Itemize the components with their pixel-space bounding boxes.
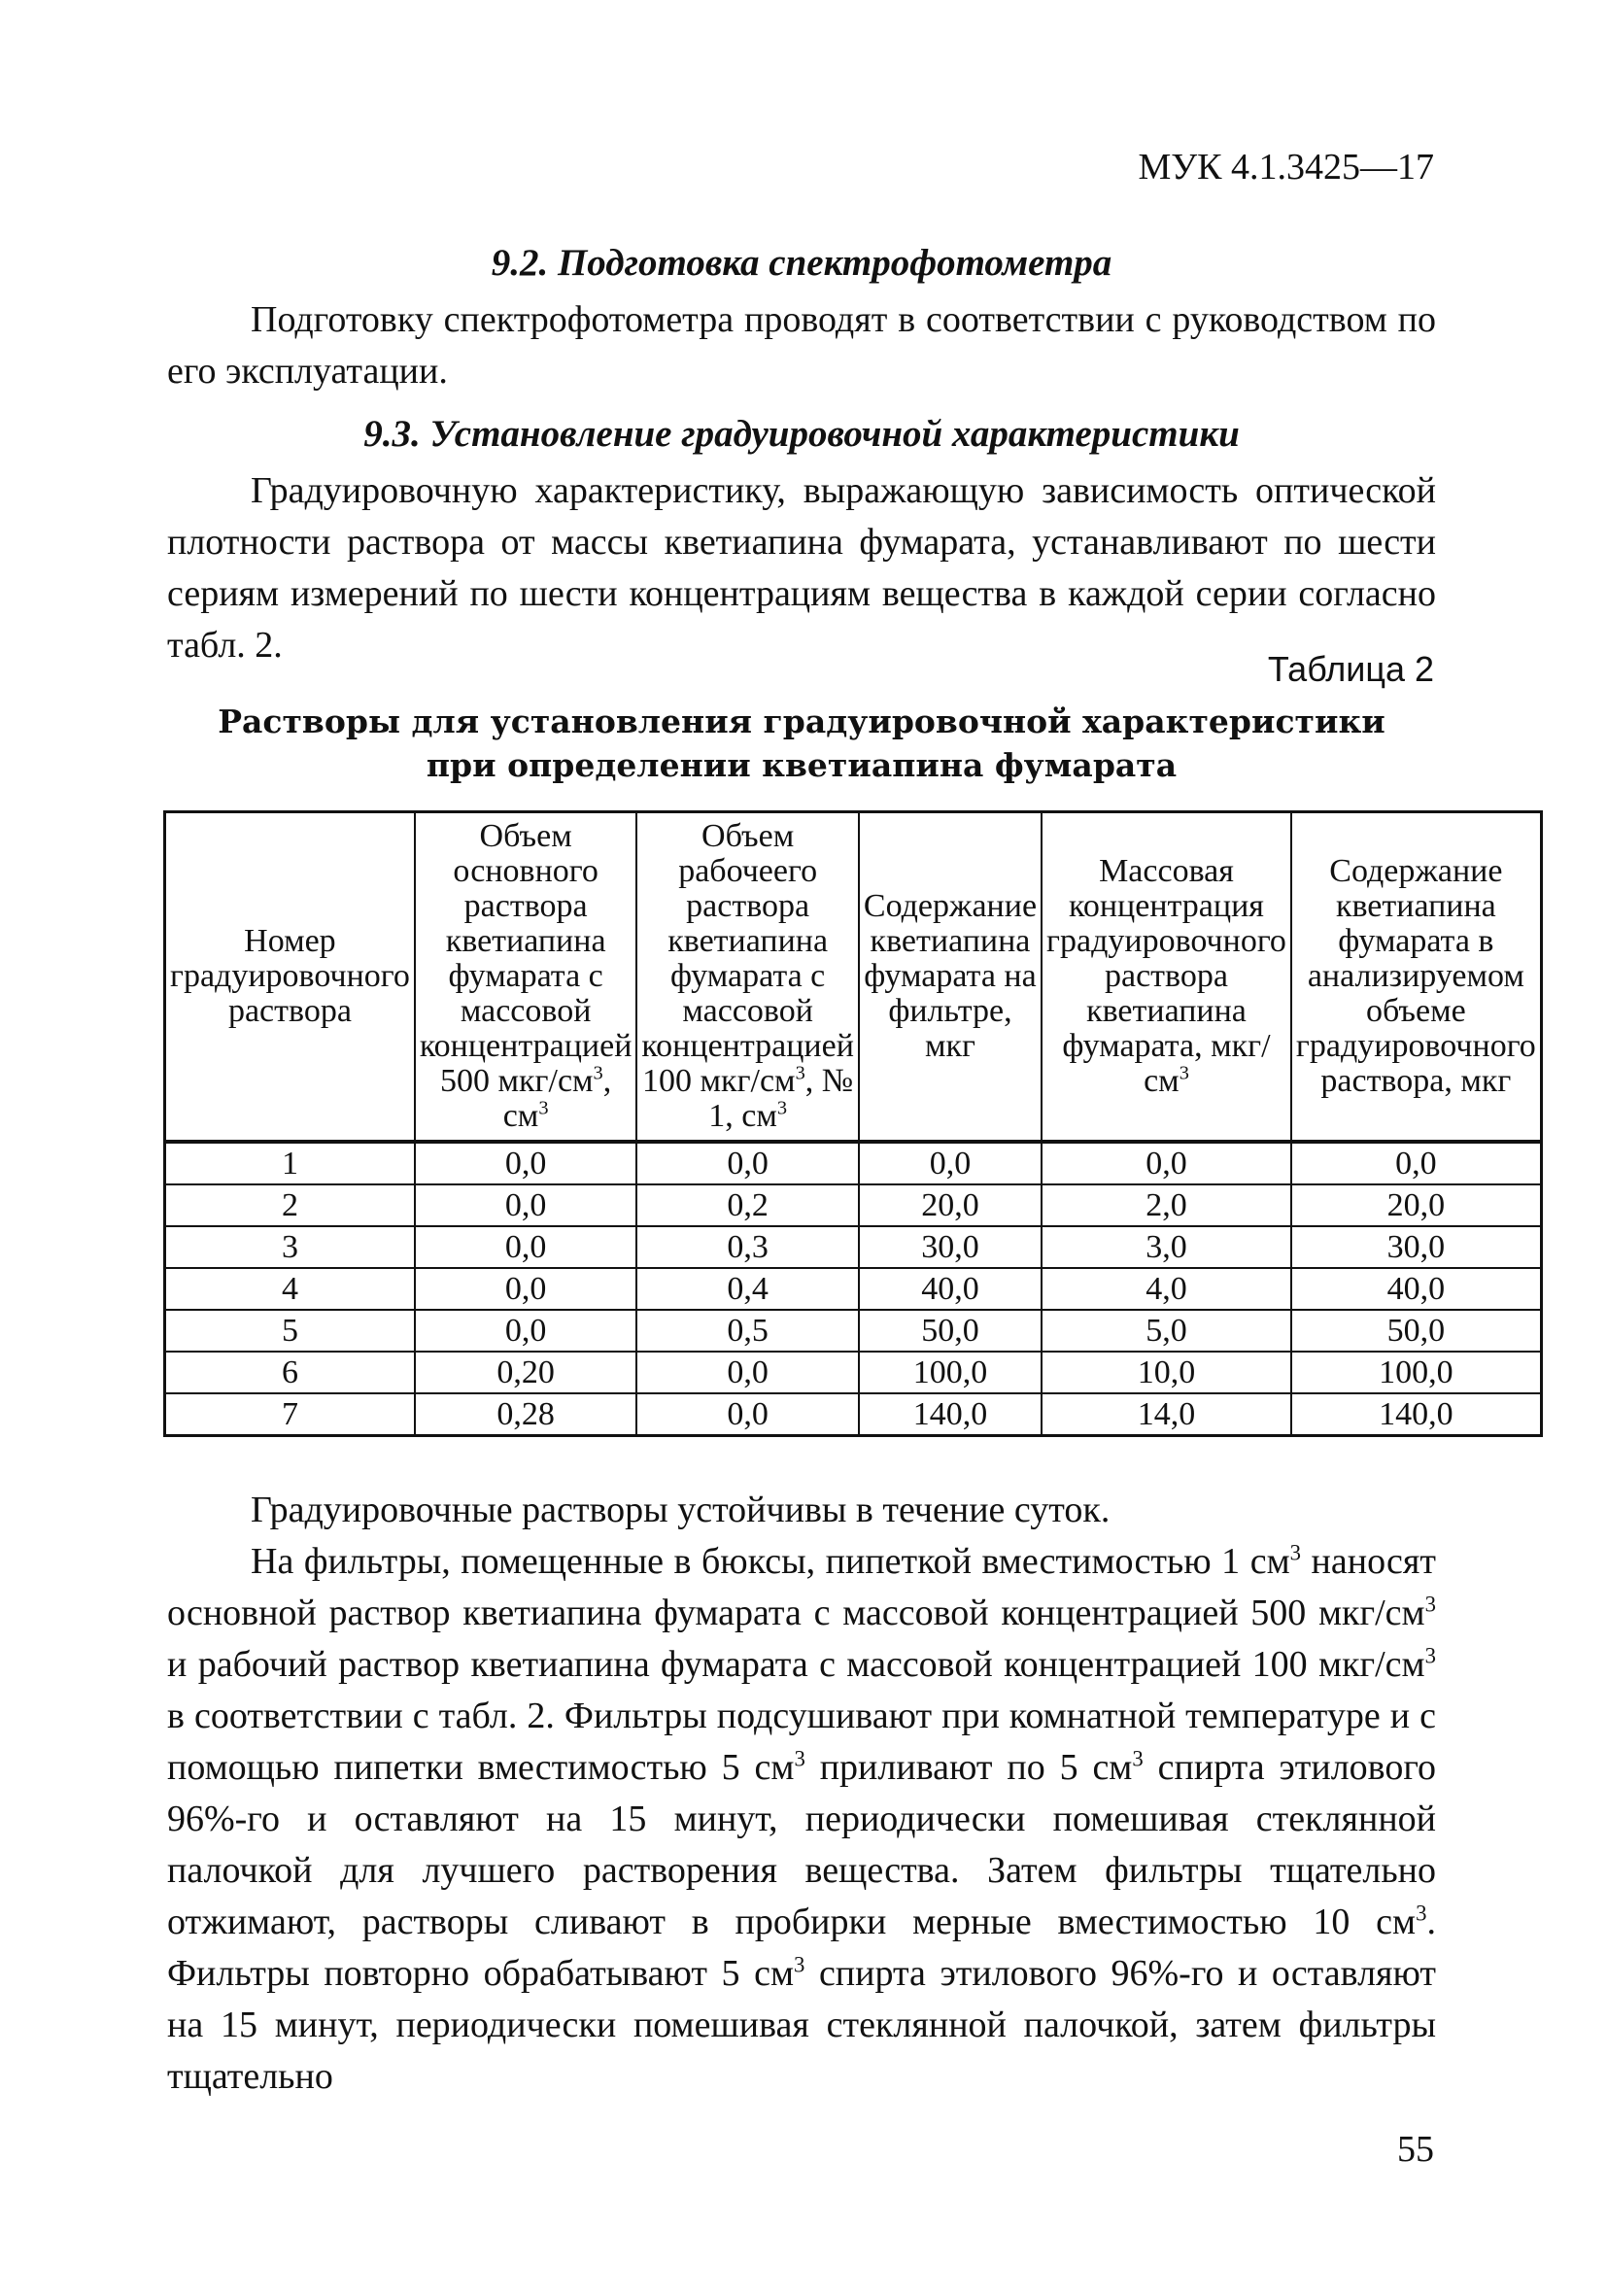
cell: 0,0	[415, 1310, 637, 1352]
section-9-2-title: 9.2. Подготовка спектрофотометра	[491, 242, 1112, 284]
cell: 0,0	[1042, 1142, 1291, 1184]
cell: 0,0	[415, 1184, 637, 1226]
cell: 100,0	[859, 1352, 1042, 1393]
cell: 3	[165, 1226, 415, 1268]
cell: 20,0	[1291, 1184, 1541, 1226]
cell: 7	[165, 1393, 415, 1436]
cell: 0,4	[636, 1268, 859, 1310]
cell: 0,0	[415, 1268, 637, 1310]
header-col-6: Содержание кветиапина фумарата в анализируемом объеме градуировочного раствора, мкг	[1291, 812, 1541, 1143]
cell: 140,0	[1291, 1393, 1541, 1436]
table-row	[165, 1310, 1542, 1352]
table-label: Таблица 2	[1267, 649, 1434, 689]
document-code: МУК 4.1.3425—17	[1138, 147, 1434, 188]
cell: 0,0	[636, 1393, 859, 1436]
cell: 0,0	[636, 1352, 859, 1393]
stability-note: Градуировочные растворы устойчивы в течение суток.	[251, 1490, 1111, 1530]
cell: 4	[165, 1268, 415, 1310]
table-row	[165, 1142, 1542, 1184]
cell: 6	[165, 1352, 415, 1393]
cell: 0,0	[415, 1226, 637, 1268]
table-caption	[167, 700, 1436, 787]
cell: 2,0	[1042, 1184, 1291, 1226]
cell: 0,20	[415, 1352, 637, 1393]
section-9-2-text: Подготовку спектрофотометра проводят в соответствии с руководством по его эксплуатации.	[167, 299, 1436, 392]
cell: 1	[165, 1142, 415, 1184]
table-caption-line-2: при определении кветиапина фумарата	[426, 746, 1178, 784]
cell: 2	[165, 1184, 415, 1226]
cell: 20,0	[859, 1184, 1042, 1226]
table-header-row	[165, 812, 1542, 1143]
header-col-4: Содержание кветиапина фумарата на фильтре, мкг	[859, 812, 1042, 1143]
cell: 0,0	[636, 1142, 859, 1184]
cell: 0,0	[1291, 1142, 1541, 1184]
procedure-paragraph: На фильтры, помещенные в бюксы, пипеткой вместимостью 1 $см^3$ наносят основной раствор кветиапина фумарата с массовой концентрацией 500 мкг/$см^3$ и рабочий раствор кветиапина фумарата с массовой концентрацией 100 мкг/$см^3$ в соответствии с табл. 2. Фильтры подсушивают при комнатной температуре и с помощью пипетки вместимостью 5 $см^3$ приливают по 5 $см^3$ спирта этилового 96%-го и оставляют на 15 минут, периодически помешивая стеклянной палочкой для лучшего растворения вещества. Затем фильтры тщательно отжимают, растворы сливают в пробирки мерные вместимостью 10 $см^3$. Фильтры повторно обрабатывают 5 $см^3$ спирта этилового 96%-го и оставляют на 15 минут, периодически помешивая стеклянной палочкой, затем фильтры тщательно	[167, 1540, 1437, 2097]
cell: 0,28	[415, 1393, 637, 1436]
table-row	[165, 1226, 1542, 1268]
table-row	[165, 1352, 1542, 1393]
table-caption-line-1: Растворы для установления градуировочной характеристики	[218, 703, 1385, 740]
table-row	[165, 1393, 1542, 1436]
section-9-3-title: 9.3. Установление градуировочной характеристики	[363, 413, 1240, 455]
cell: 50,0	[859, 1310, 1042, 1352]
section-9-3-text: Градуировочную характеристику, выражающую зависимость оптической плотности раствора от массы кветиапина фумарата, устанавливают по шести сериям измерений по шести концентрациям вещества в каждой серии согласно табл. 2.	[167, 470, 1436, 666]
cell: 30,0	[1291, 1226, 1541, 1268]
cell: 5,0	[1042, 1310, 1291, 1352]
header-col-1: Номер градуировочного раствора	[165, 812, 415, 1143]
table-row	[165, 1268, 1542, 1310]
header-col-3: Объем рабочеего раствора кветиапина фумарата с массовой концентрацией 100 мкг/$см^3$, № 1, $см^3$	[636, 812, 859, 1143]
page-number: 55	[1397, 2129, 1434, 2170]
cell: 5	[165, 1310, 415, 1352]
cell: 4,0	[1042, 1268, 1291, 1310]
header-col-2: Объем основного раствора кветиапина фумарата с массовой концентрацией 500 мкг/$см^3$, $см^3$	[415, 812, 637, 1143]
cell: 0,0	[415, 1142, 637, 1184]
cell: 0,0	[859, 1142, 1042, 1184]
cell: 100,0	[1291, 1352, 1541, 1393]
cell: 30,0	[859, 1226, 1042, 1268]
cell: 3,0	[1042, 1226, 1291, 1268]
table-row	[165, 1184, 1542, 1226]
cell: 40,0	[859, 1268, 1042, 1310]
cell: 0,3	[636, 1226, 859, 1268]
header-col-5: Массовая концентрация градуировочного раствора кветиапина фумарата, мкг/$см^3$	[1042, 812, 1291, 1143]
cell: 40,0	[1291, 1268, 1541, 1310]
cell: 10,0	[1042, 1352, 1291, 1393]
calibration-table	[163, 810, 1543, 1437]
cell: 140,0	[859, 1393, 1042, 1436]
cell: 50,0	[1291, 1310, 1541, 1352]
cell: 14,0	[1042, 1393, 1291, 1436]
cell: 0,5	[636, 1310, 859, 1352]
cell: 0,2	[636, 1184, 859, 1226]
